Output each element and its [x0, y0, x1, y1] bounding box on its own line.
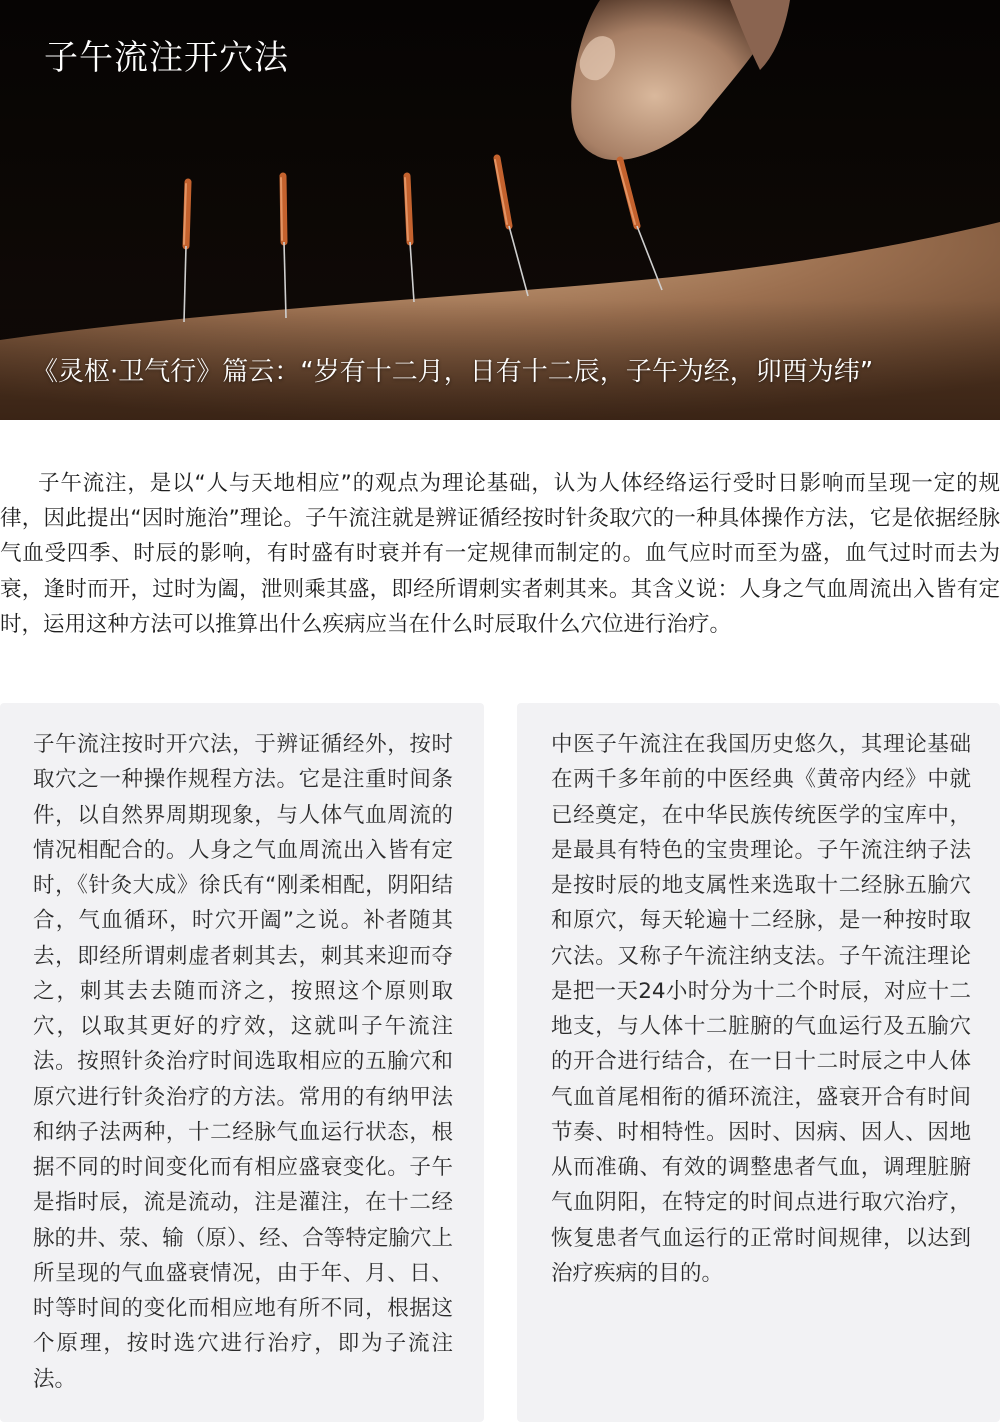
page-title: 子午流注开穴法 — [44, 38, 289, 78]
left-text-card — [0, 703, 484, 1422]
hero-quote: 《灵枢·卫气行》篇云：“岁有十二月，日有十二辰，子午为经，卯酉为纬” — [32, 357, 874, 387]
left-card-text: 子午流注按时开穴法，于辨证循经外，按时取穴之一种操作规程方法。它是注重时间条件，以自然界周期现象，与人体气血周流的情况相配合的。人身之气血周流出入皆有定时，《针灸大成》徐氏有“刚柔相配，阴阳结合，气血循环，时穴开阖”之说。补者随其去，即经所谓刺虚者刺其去，刺其来迎而夺之，刺其去去随而济之，按照这个原则取穴，以取其更好的疗效，这就叫子午流注法。按照针灸治疗时间选取相应的五腧穴和原穴进行针灸治疗的方法。常用的有纳甲法和纳子法两种，十二经脉气血运行状态，根据不同的时间变化而有相应盛衰变化。子午是指时辰，流是流动，注是灌注，在十二经脉的井、荥、输（原）、经、合等特定腧穴上所呈现的气血盛衰情况，由于年、月、日、时等时间的变化而相应地有所不同，根据这个原理，按时选穴进行治疗，即为子流注法。 — [33, 732, 453, 1392]
hero-banner — [0, 0, 1000, 420]
right-text-card — [517, 703, 1000, 1422]
intro-paragraph: 子午流注，是以“人与天地相应”的观点为理论基础，认为人体经络运行受时日影响而呈现一定的规律，因此提出“因时施治”理论。子午流注就是辨证循经按时针灸取穴的一种具体操作方法，它是依据经脉气血受四季、时辰的影响，有时盛有时衰并有一定规律而制定的。血气应时而至为盛，血气过时而去为衰，逢时而开，过时为阖，泄则乘其盛，即经所谓刺实者刺其来。其含义说：人身之气血周流出入皆有定时，运用这种方法可以推算出什么疾病应当在什么时辰取什么穴位进行治疗。 — [0, 471, 1000, 637]
right-card-text: 中医子午流注在我国历史悠久，其理论基础在两千多年前的中医经典《黄帝内经》中就已经奠定，在中华民族传统医学的宝库中，是最具有特色的宝贵理论。子午流注纳子法是按时辰的地支属性来选取十二经脉五腧穴和原穴，每天轮遍十二经脉，是一种按时取穴法。又称子午流注纳支法。子午流注理论是把一天24小时分为十二个时辰，对应十二地支，与人体十二脏腑的气血运行及五腧穴的开合进行结合，在一日十二时辰之中人体气血首尾相衔的循环流注，盛衰开合有时间节奏、时相特性。因时、因病、因人、因地从而准确、有效的调整患者气血，调理脏腑气血阴阳，在特定的时间点进行取穴治疗，恢复患者气血运行的正常时间规律，以达到治疗疾病的目的。 — [551, 732, 971, 1286]
